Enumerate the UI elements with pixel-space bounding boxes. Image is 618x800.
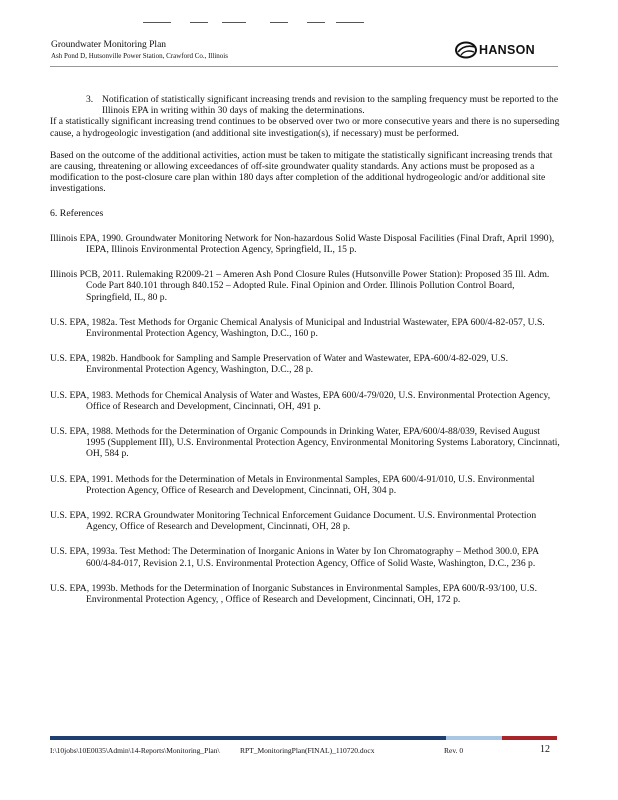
top-dash	[222, 22, 246, 23]
section-heading: 6. References	[50, 207, 104, 219]
top-dash	[336, 22, 364, 23]
list-number: 3.	[86, 94, 94, 105]
page-number: 12	[540, 744, 550, 755]
hanson-logo	[455, 41, 550, 59]
reference-item: U.S. EPA, 1993b. Methods for the Determination of Inorganic Substances in Environmental Samples, EPA 600/R-93/100, U.S. Environmental Protection Agency, , Office of Research and Development, Cincinnati, OH, 172 p.	[50, 582, 538, 606]
top-dash	[307, 22, 325, 23]
top-dash	[270, 22, 288, 23]
reference-item: U.S. EPA, 1991. Methods for the Determination of Metals in Environmental Samples, EPA 600/4-91/010, U.S. Environmental Protection Agency, Office of Research and Development, Cincinnati, OH, 304 p.	[50, 473, 535, 496]
footer-path: I:\10jobs\10E0035\Admin\14-Reports\Monitoring_Plan\	[50, 746, 220, 755]
footer-rev: Rev. 0	[444, 746, 464, 755]
list-text: Notification of statistically significant increasing trends and revision to the sampling frequency must be reported to the Illinois EPA in writing within 30 days of making the determinations.	[102, 94, 559, 117]
header-rule	[50, 66, 558, 67]
footer-bar-dark-blue	[50, 736, 446, 740]
reference-item: U.S. EPA, 1983. Methods for Chemical Analysis of Water and Wastes, EPA 600/4-79/020, U.S. Environmental Protection Agency, Office of Research and Development, Cincinnati, OH, 491 p.	[50, 389, 551, 412]
reference-item: U.S. EPA, 1982a. Test Methods for Organic Chemical Analysis of Municipal and Industrial Wastewater, EPA 600/4-82-057, U.S. Environmental Protection Agency, Washington, D.C., 160 p.	[50, 316, 545, 340]
top-dash	[190, 22, 208, 23]
footer-bar-light-blue	[446, 736, 502, 740]
reference-item: U.S. EPA, 1992. RCRA Groundwater Monitoring Technical Enforcement Guidance Document. U.S. Environmental Protection Agency, Office of Research and Development, Cincinnati, OH, 28 p.	[50, 510, 537, 533]
reference-item: Illinois EPA, 1990. Groundwater Monitoring Network for Non-hazardous Solid Waste Disposal Facilities (Final Draft, April 1990), IEPA, Illinois Environmental Protection Agency, Springfield, IL, 15 p.	[50, 232, 555, 256]
footer-bar-red	[502, 736, 557, 740]
reference-item: U.S. EPA, 1982b. Handbook for Sampling and Sample Preservation of Water and Wastewater, EPA-600/4-82-029, U.S. Environmental Protection Agency, Washington, D.C., 28 p.	[50, 353, 508, 376]
header-title: Groundwater Monitoring Plan	[51, 40, 167, 50]
paragraph: Based on the outcome of the additional activities, action must be taken to mitigate the statistically significant increasing trends that are causing, threatening or allowing exceedances of off-site groundwater quality standards. Any actions must be proposed as a modification to the post-closure care plan within 180 days after completion of the additional hydrogeologic and/or additional site investigations.	[50, 149, 553, 195]
document-body	[50, 94, 560, 605]
reference-item: U.S. EPA, 1993a. Test Method: The Determination of Inorganic Anions in Water by Ion Chromatography – Method 300.0, EPA 600/4-84-017, Revision 2.1, U.S. Environmental Protection Agency, Office of Solid Waste, Washington, D.C., 236 p.	[50, 546, 539, 569]
logo-text: HANSON	[479, 43, 535, 57]
reference-item: U.S. EPA, 1988. Methods for the Determination of Organic Compounds in Drinking Water, EPA/600/4-88/039, Revised August 1995 (Supplement III), U.S. Environmental Protection Agency, Environmental Monitoring Systems Laboratory, Cincinnati, OH, 584 p.	[50, 426, 560, 460]
header-subtitle: Ash Pond D, Hutsonville Power Station, Crawford Co., Illinois	[51, 52, 228, 60]
globe-icon	[455, 41, 477, 59]
paragraph: If a statistically significant increasing trend continues to be observed over two or more consecutive years and there is no superseding cause, a hydrogeologic investigation (and additional site investigation(s), if necessary) must be performed.	[50, 116, 560, 139]
footer-filename: RPT_MonitoringPlan(FINAL)_110720.docx	[240, 746, 375, 755]
list-item	[50, 94, 560, 116]
reference-item: Illinois PCB, 2011. Rulemaking R2009-21 – Ameren Ash Pond Closure Rules (Hutsonville Power Station): Proposed 35 Ill. Adm. Code Part 840.101 through 840.152 – Adopted Rule. Final Opinion and Order. Illinois Pollution Control Board, Springfield, IL, 80 p.	[50, 269, 550, 303]
top-dash	[143, 22, 171, 23]
